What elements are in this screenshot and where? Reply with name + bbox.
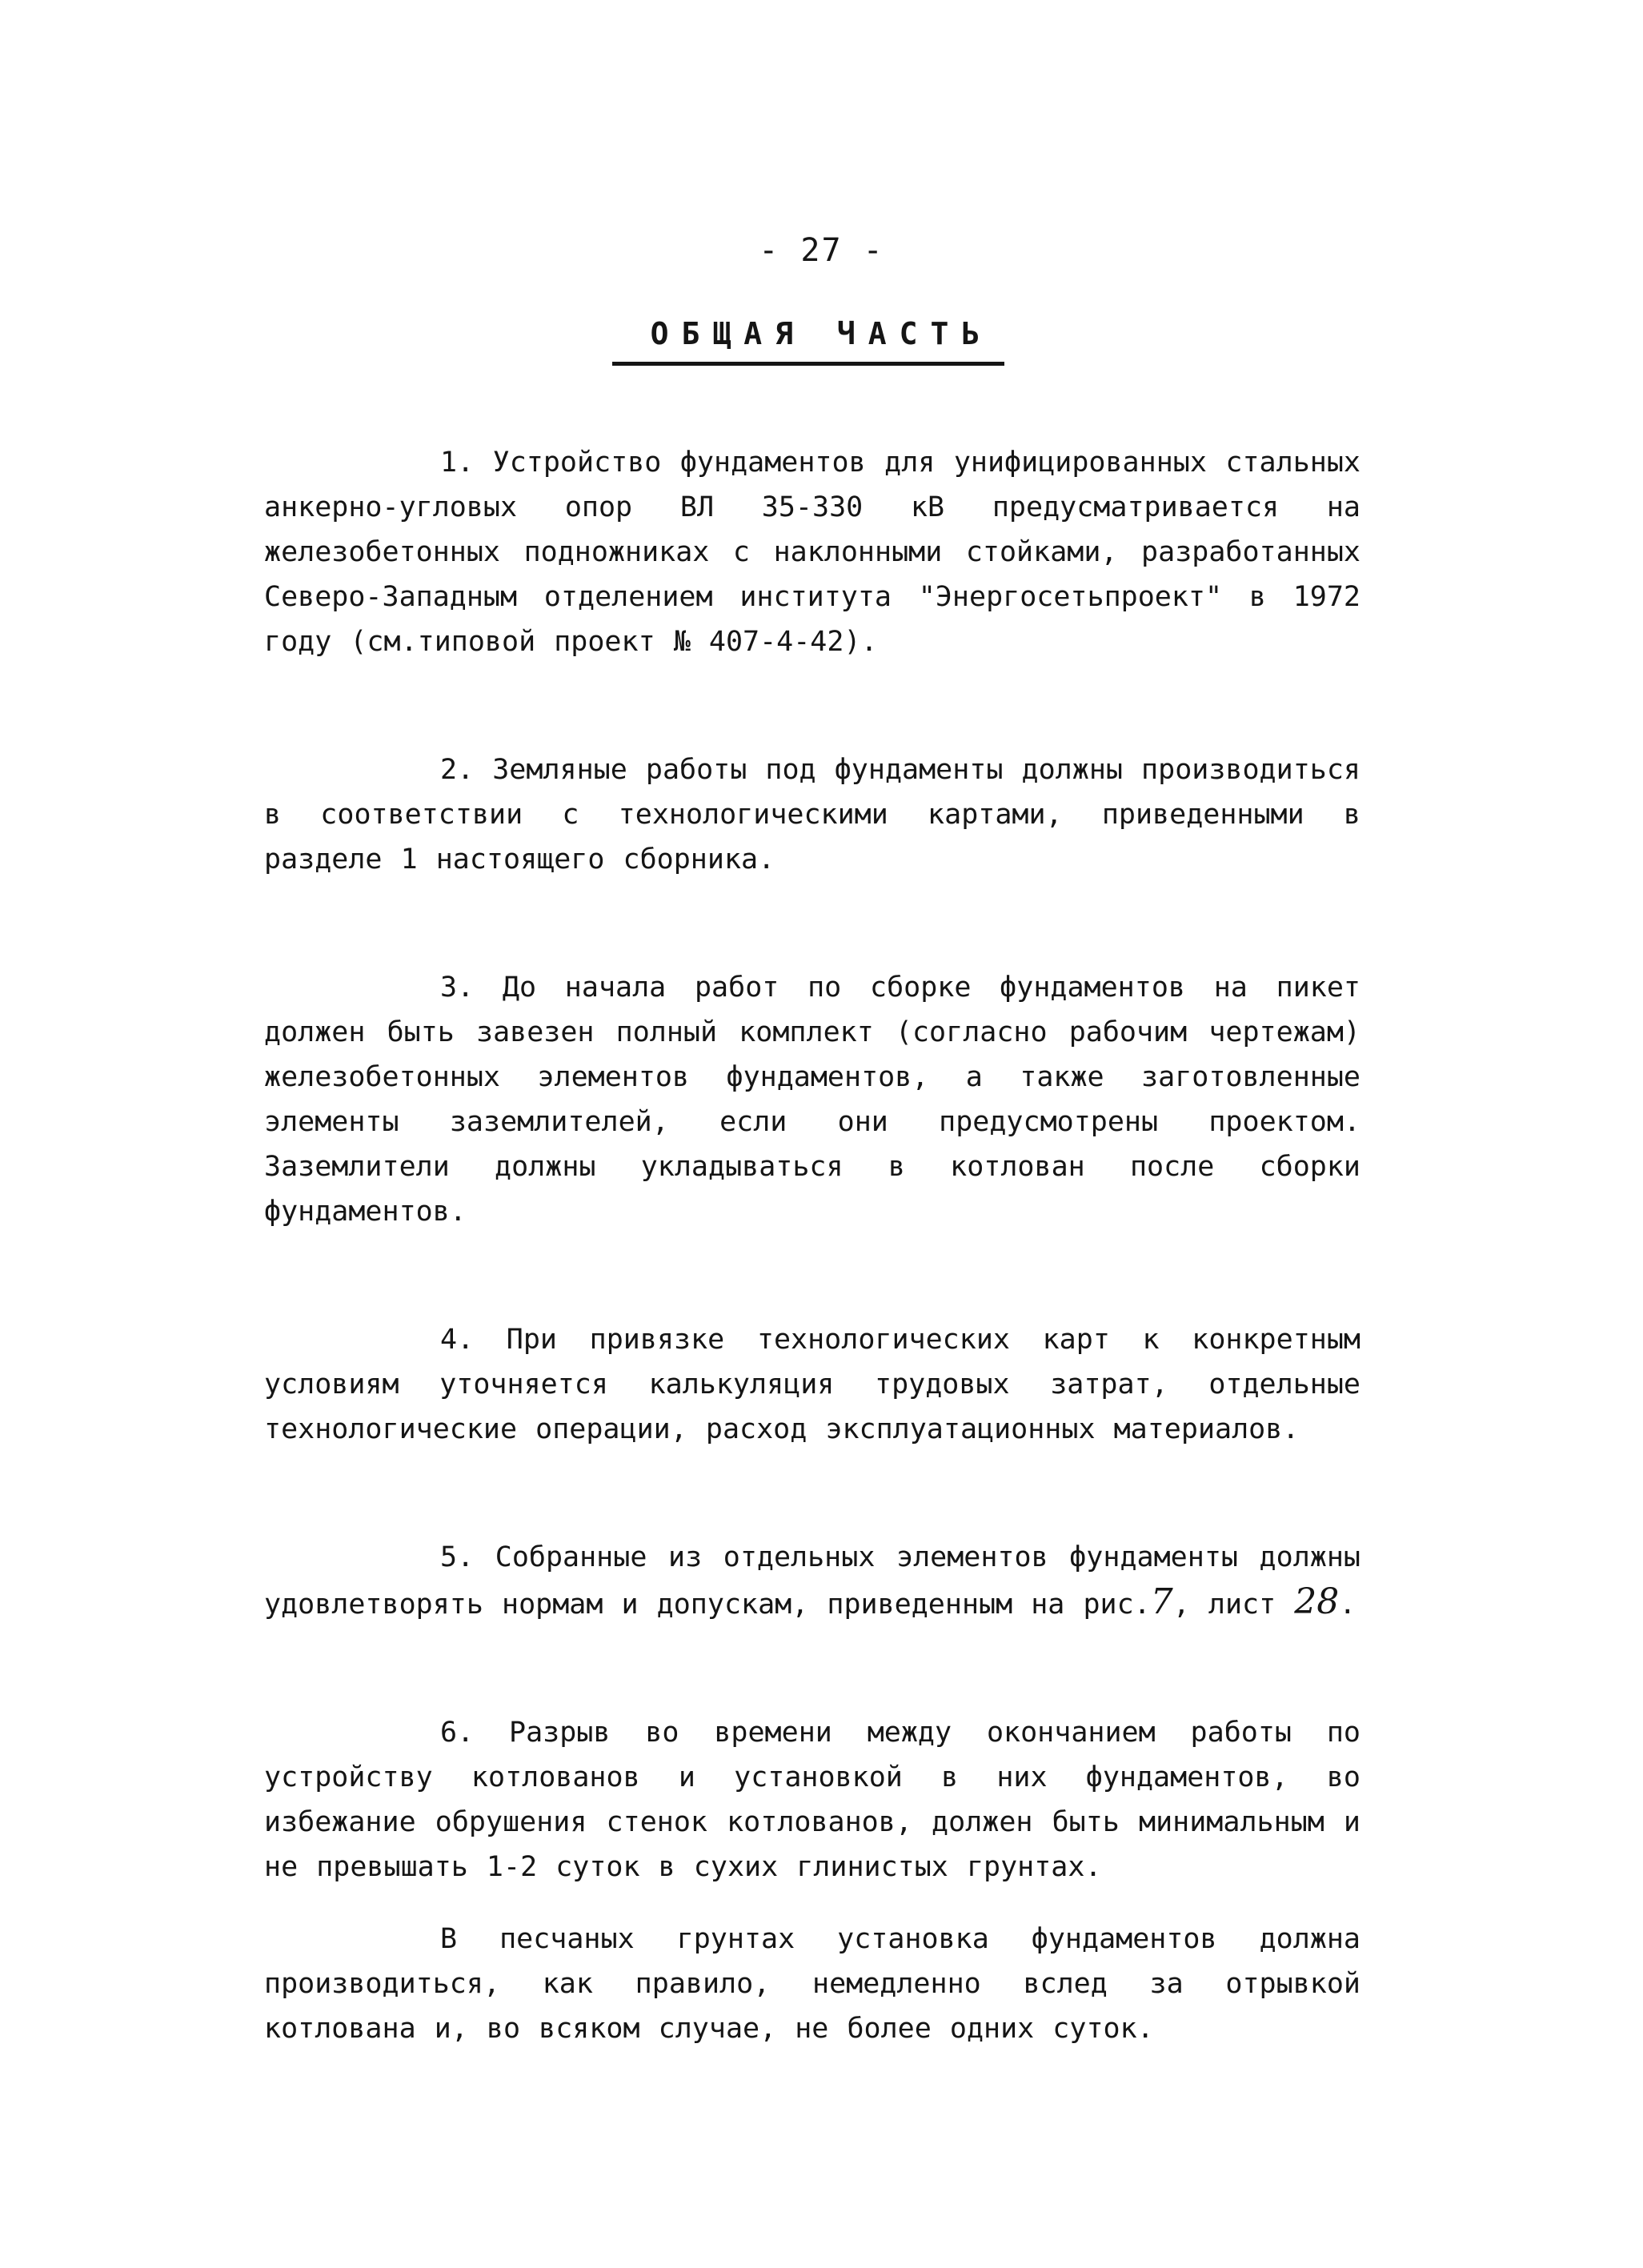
paragraph-5: [264, 1535, 1360, 1627]
paragraph-5-text-before: 5. Собранные из отдельных элементов фундаменты должны удовлетворять нормам и допускам, приведенным на рис.: [264, 1541, 1360, 1621]
paragraph-4: 4. При привязке технологических карт к конкретным условиям уточняется калькуляция трудовых затрат, отдельные технологические операции, расход эксплуатационных материалов.: [264, 1324, 1360, 1445]
paragraph-3: 3. До начала работ по сборке фундаментов на пикет должен быть завезен полный комплект (согласно рабочим чертежам) железобетонных элементов фундаментов, а также заготовленные элементы заземлителей, если они предусмотрены проектом. Заземлители должны укладываться в котлован после сборки фундаментов.: [264, 972, 1360, 1228]
title-underline: [612, 362, 1004, 366]
handwritten-figure-number: 7: [1150, 1581, 1173, 1622]
paragraph-6-continuation: В песчаных грунтах установка фундаментов должна производиться, как правило, немедленно вслед за отрывкой котлована и, во всяком случае, не более одних суток.: [264, 1923, 1360, 2045]
paragraph-6: 6. Разрыв во времени между окончанием работы по устройству котлованов и установкой в них фундаментов, во избежание обрушения стенок котлованов, должен быть минимальным и не превышать 1-2 суток в сухих глинистых грунтах.: [264, 1717, 1360, 1883]
paragraph-5-text-middle: , лист: [1172, 1589, 1276, 1621]
paragraph-2: 2. Земляные работы под фундаменты должны производиться в соответствии с технологическими картами, приведенными в разделе 1 настоящего сборника.: [264, 754, 1360, 876]
document-body: [264, 440, 1360, 2134]
page-number: - 27 -: [759, 232, 884, 269]
section-title: ОБЩАЯ ЧАСТЬ: [650, 316, 993, 351]
paragraph-5-text-after: .: [1339, 1589, 1356, 1621]
handwritten-sheet-number: 28: [1294, 1581, 1340, 1622]
paragraph-1: 1. Устройство фундаментов для унифицированных стальных анкерно-угловых опор ВЛ 35-330 кВ предусматривается на железобетонных подножниках с наклонными стойками, разработанных Северо-Западным отделением института "Энергосетьпроект" в 1972 году (см.типовой проект № 407-4-42).: [264, 447, 1360, 658]
